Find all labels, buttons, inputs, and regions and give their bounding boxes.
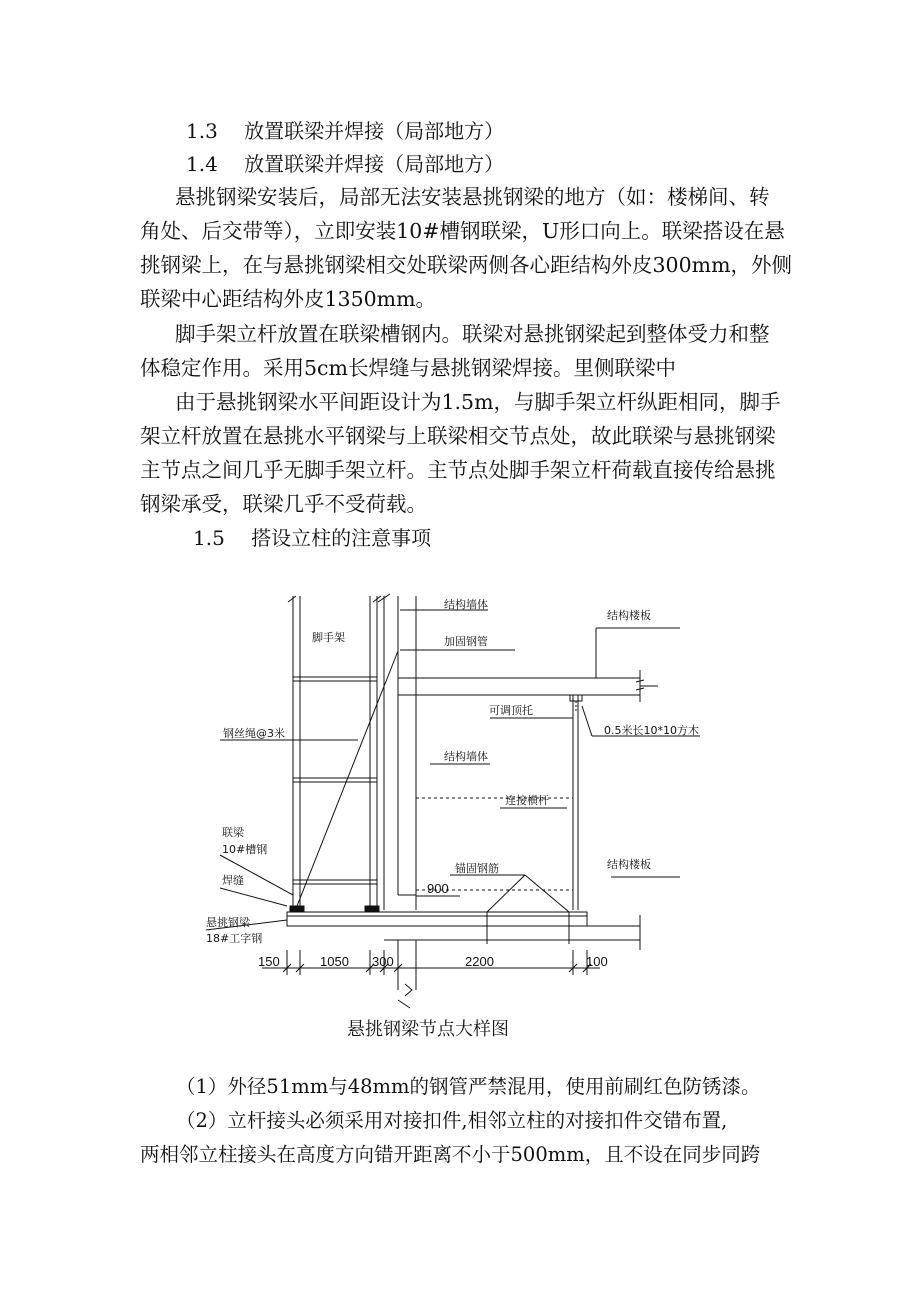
item-1: （1）外径51mm与48mm的钢管严禁混用，使用前刷红色防锈漆。 xyxy=(176,1075,761,1098)
label-connect-bar: 连接横杆 xyxy=(505,794,549,807)
dim-900: 900 xyxy=(427,881,449,896)
adjustable-jack-head xyxy=(570,695,582,701)
dim-300: 300 xyxy=(372,954,394,969)
para1-line1: 悬挑钢梁安装后，局部无法安装悬挑钢梁的地方（如：楼梯间、转 xyxy=(175,185,770,209)
para3-line4: 钢梁承受，联梁几乎不受荷载。 xyxy=(140,492,427,516)
label-wall-top: 结构墙体 xyxy=(444,598,488,611)
label-cantilever-beam: 悬挑钢梁 xyxy=(206,916,250,929)
para1-line3: 挑钢梁上，在与悬挑钢梁相交处联梁两侧各心距结构外皮300mm，外侧 xyxy=(140,253,793,277)
label-scaffold: 脚手架 xyxy=(312,631,345,644)
label-slab-top: 结构楼板 xyxy=(607,609,651,622)
scaffold-ledger-2 xyxy=(293,778,377,782)
heading-1-5: 1.5 搭设立柱的注意事项 xyxy=(193,526,432,550)
link-beam-inner xyxy=(365,906,379,912)
upper-slab xyxy=(398,678,640,695)
para3-line3: 主节点之间几乎无脚手架立杆。主节点处脚手架立杆荷载直接传给悬挑 xyxy=(140,458,776,482)
para2-line1: 脚手架立杆放置在联梁槽钢内。联梁对悬挑钢梁起到整体受力和整 xyxy=(175,322,770,346)
dim-2200: 2200 xyxy=(465,954,494,969)
para2-line2: 体稳定作用。采用5cm长焊缝与悬挑钢梁焊接。里侧联梁中 xyxy=(140,356,676,380)
label-link-beam-spec: 10#槽钢 xyxy=(222,843,268,856)
cantilever-beam xyxy=(287,912,587,926)
label-link-beam: 联梁 xyxy=(222,826,244,839)
label-cantilever-beam-spec: 18#工字钢 xyxy=(206,932,263,945)
label-wire-rope: 钢丝绳@3米 xyxy=(223,727,285,740)
label-slab-bottom: 结构楼板 xyxy=(607,858,651,871)
para1-line2: 角处、后交带等），立即安装10#槽钢联梁，U形口向上。联梁搭设在悬 xyxy=(140,219,785,243)
dim-150: 150 xyxy=(258,954,280,969)
para1-line4: 联梁中心距结构外皮1350mm。 xyxy=(140,287,437,311)
item-2-line1: （2）立杆接头必须采用对接扣件,相邻立柱的对接扣件交错布置, xyxy=(176,1109,728,1132)
pole-break-marks xyxy=(288,596,381,602)
scaffold-ledger-1 xyxy=(293,677,377,681)
label-wall-mid: 结构墙体 xyxy=(444,750,488,763)
label-reinforce-pipe: 加固钢管 xyxy=(444,635,488,648)
heading-1-4: 1.4 放置联梁并焊接（局部地方） xyxy=(186,152,505,176)
figure-caption: 悬挑钢梁节点大样图 xyxy=(347,1019,509,1040)
para3-line2: 架立杆放置在悬挑水平钢梁与上联梁相交节点处，故此联梁与悬挑钢梁 xyxy=(140,424,776,448)
label-timber: 0.5米长10*10方木 xyxy=(604,724,699,737)
label-anchor-bar: 锚固钢筋 xyxy=(455,862,499,875)
label-adjustable-jack: 可调顶托 xyxy=(489,704,533,717)
dim-100: 100 xyxy=(586,954,608,969)
heading-1-3: 1.3 放置联梁并焊接（局部地方） xyxy=(186,119,505,143)
label-weld: 焊缝 xyxy=(222,874,244,887)
item-2-line2: 两相邻立柱接头在高度方向错开距离不小于500mm，且不设在同步同跨 xyxy=(140,1143,761,1166)
link-beam-outer xyxy=(290,906,304,912)
para3-line1: 由于悬挑钢梁水平间距设计为1.5m，与脚手架立杆纵距相同，脚手 xyxy=(175,390,781,414)
dim-1050: 1050 xyxy=(320,954,349,969)
